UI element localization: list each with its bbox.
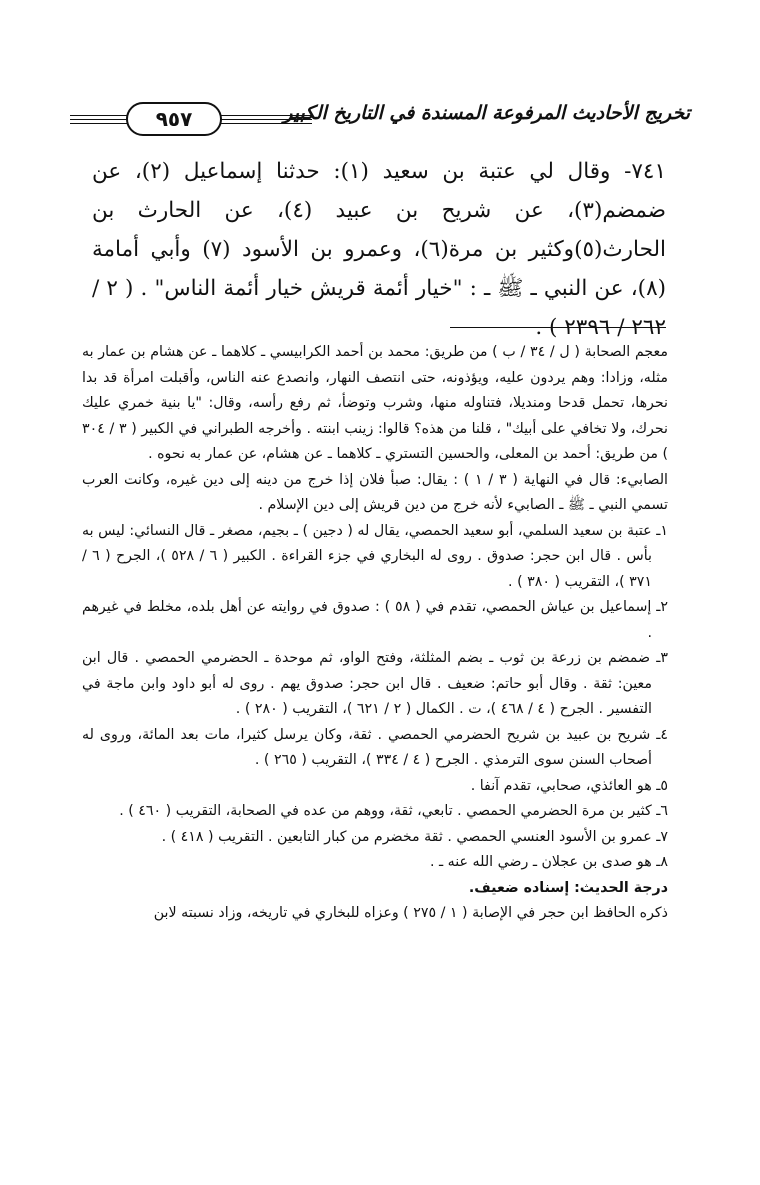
header-rule-right bbox=[220, 115, 312, 125]
book-title: تخريج الأحاديث المرفوعة المسندة في التاريخ الكبير bbox=[283, 102, 690, 124]
hadith-body bbox=[92, 152, 666, 347]
footnote-item: ٣ـ ضمضم بن زرعة بن ثوب ـ بضم المثلثة، وفتح الواو، ثم موحدة ـ الحضرمي الحمصي . قال ابن معين: ثقة . وقال أبو حاتم: ضعيف . قال ابن حجر: صدوق يهم . روى له أبو داود وابن ماجة في التفسير . الجرح ( ٤ / ٤٦٨ )، ت . الكمال ( ٢ / ٦٢١ )، التقريب ( ٢٨٠ ) . bbox=[82, 650, 668, 717]
header-rule-left bbox=[70, 115, 128, 125]
page-header bbox=[70, 96, 690, 140]
footnote-definition: الصابيء: قال في النهاية ( ٣ / ١ ) : يقال: صبأ فلان إذا خرج من دينه إلى دين غيره، وكانت العرب تسمي النبي ـ ﷺ ـ الصابيء لأنه خرج من دين قريش إلى دين الإسلام . bbox=[82, 471, 668, 513]
footnote-item: ٤ـ شريح بن عبيد بن شريح الحضرمي الحمصي . ثقة، وكان يرسل كثيرا، مات بعد المائة، وروى له أصحاب السنن سوى الترمذي . الجرح ( ٤ / ٣٣٤ )، التقريب ( ٢٦٥ ) . bbox=[82, 726, 668, 768]
footnote-item: ٧ـ عمرو بن الأسود العنسي الحمصي . ثقة مخضرم من كبار التابعين . التقريب ( ٤١٨ ) . bbox=[161, 828, 668, 845]
footnote-item: ٥ـ هو العائذي، صحابي، تقدم آنفا . bbox=[470, 777, 668, 794]
hadith-text: ٧٤١- وقال لي عتبة بن سعيد (١): حدثنا إسماعيل (٢)، عن ضمضم(٣)، عن شريح بن عبيد (٤)، عن الحارث بن الحارث(٥)وكثير بن مرة(٦)، وعمرو بن الأسود (٧) وأبي أمامة (٨)، عن النبي ـ ﷺ ـ : "خيار أئمة قريش خيار أئمة الناس" . ( ٢ / ٢٦٢ / ٢٣٩٦ ) . bbox=[92, 159, 667, 340]
hadith-grade-heading: درجة الحديث: إسناده ضعيف. bbox=[468, 879, 668, 896]
page-number-badge: ٩٥٧ bbox=[126, 102, 222, 136]
footnote-item: ٢ـ إسماعيل بن عياش الحمصي، تقدم في ( ٥٨ ) : صدوق في روايته عن أهل بلده، مخلط في غيرهم . bbox=[82, 599, 668, 641]
footnote-list bbox=[82, 519, 668, 876]
footnote-divider bbox=[450, 327, 666, 328]
footnote-item: ٨ـ هو صدى بن عجلان ـ رضي الله عنه ـ . bbox=[429, 854, 668, 870]
footnote-item: ٦ـ كثير بن مرة الحضرمي الحمصي . تابعي، ثقة، ووهم من عده في الصحابة، التقريب ( ٤٦٠ ) . bbox=[119, 803, 668, 819]
hadith-grade-text: ذكره الحافظ ابن حجر في الإصابة ( ١ / ٢٧٥ ) وعزاه للبخاري في تاريخه، وزاد نسبته لابن bbox=[153, 905, 668, 921]
footnotes bbox=[82, 340, 668, 927]
footnote-continuation: معجم الصحابة ( ل / ٣٤ / ب ) من طريق: محمد بن أحمد الكرابيسي ـ كلاهما ـ عن هشام بن عمار به مثله، وزادا: وهم يردون عليه، ويؤذونه، حتى انتصف النهار، وانصدع عنه الناس، وأقبلت امرأة قد بدا نحرها، تحمل قدحا ومنديلا، فتناوله منها، وشرب وتوضأ، ثم رفع رأسه، وقال: "يا بنية خمري عليك نحرك، ولا تخافي على أبيك" ، قلنا من هذه؟ قالوا: زينب ابنته . وأخرجه الطبراني في الكبير ( ٣ / ٣٠٤ ) من طريق: أحمد بن المعلى، والحسين التستري ـ كلاهما ـ عن هشام، عن عمار به نحوه . bbox=[82, 344, 668, 462]
footnote-item: ١ـ عتبة بن سعيد السلمي، أبو سعيد الحمصي، يقال له ( دجين ) ـ بجيم، مصغر ـ قال النسائي: ليس به بأس . قال ابن حجر: صدوق . روى له البخاري في جزء القراءة . الكبير ( ٦ / ٥٢٨ )، الجرح ( ٦ / ٣٧١ )، التقريب ( ٣٨٠ ) . bbox=[82, 522, 668, 590]
